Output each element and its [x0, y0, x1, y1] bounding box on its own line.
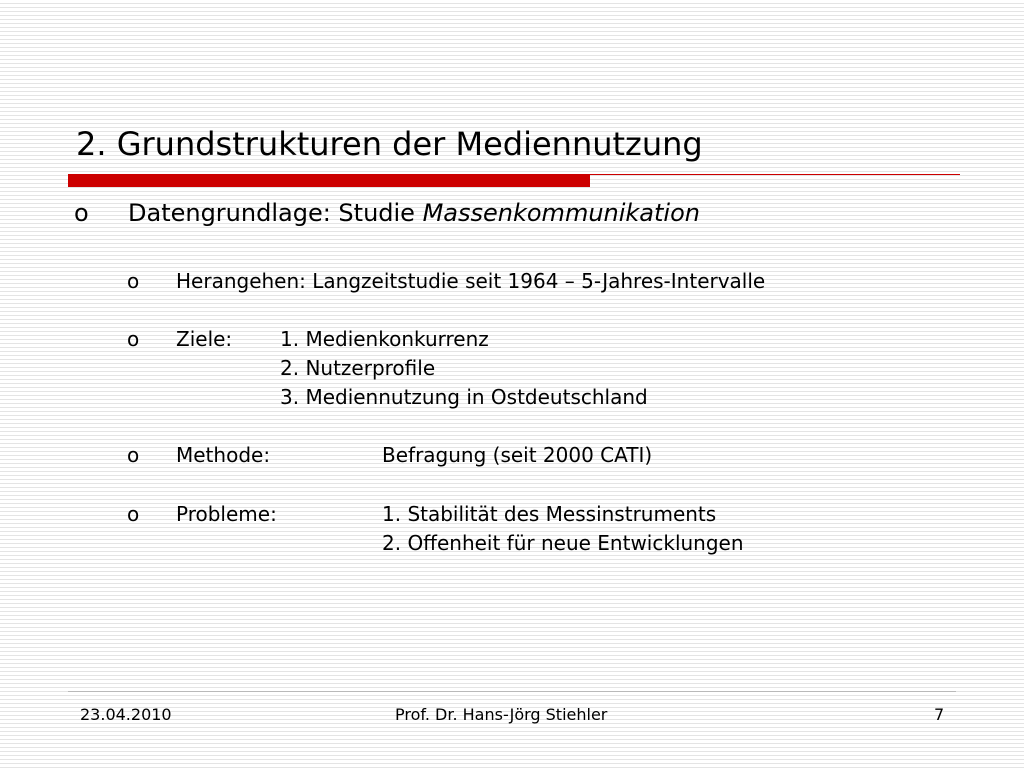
bullet-marker: o — [127, 502, 140, 526]
bullet-marker: o — [127, 443, 140, 467]
probleme-label: Probleme: — [176, 502, 277, 526]
slide-title: 2. Grundstrukturen der Mediennutzung — [76, 125, 703, 163]
methode-label: Methode: — [176, 443, 271, 467]
probleme-value: 1. Stabilität des Messinstruments — [382, 502, 717, 526]
probleme-value: 2. Offenheit für neue Entwicklungen — [382, 531, 744, 555]
main-bullet-text — [128, 198, 700, 228]
main-bullet-emphasis: Massenkommunikation — [422, 199, 700, 227]
ziele-value: 2. Nutzerprofile — [280, 356, 436, 380]
methode-value: Befragung (seit 2000 CATI) — [382, 443, 653, 467]
ziele-label: Ziele: — [176, 327, 233, 351]
footer-divider — [68, 691, 956, 692]
title-underline-line — [590, 174, 960, 175]
footer-author: Prof. Dr. Hans-Jörg Stiehler — [395, 705, 608, 724]
main-bullet-label: Datengrundlage: Studie — [128, 199, 423, 227]
bullet-marker: o — [127, 269, 140, 293]
herangehen-text: Herangehen: Langzeitstudie seit 1964 – 5-Jahres-Intervalle — [176, 269, 766, 293]
footer-page-number: 7 — [934, 705, 945, 724]
title-underline-bar — [68, 174, 590, 187]
ziele-value: 3. Mediennutzung in Ostdeutschland — [280, 385, 648, 409]
title-underline — [68, 174, 960, 188]
ziele-value: 1. Medienkonkurrenz — [280, 327, 489, 351]
bullet-marker: o — [127, 327, 140, 351]
footer-date: 23.04.2010 — [80, 705, 172, 724]
bullet-marker: o — [74, 199, 89, 227]
